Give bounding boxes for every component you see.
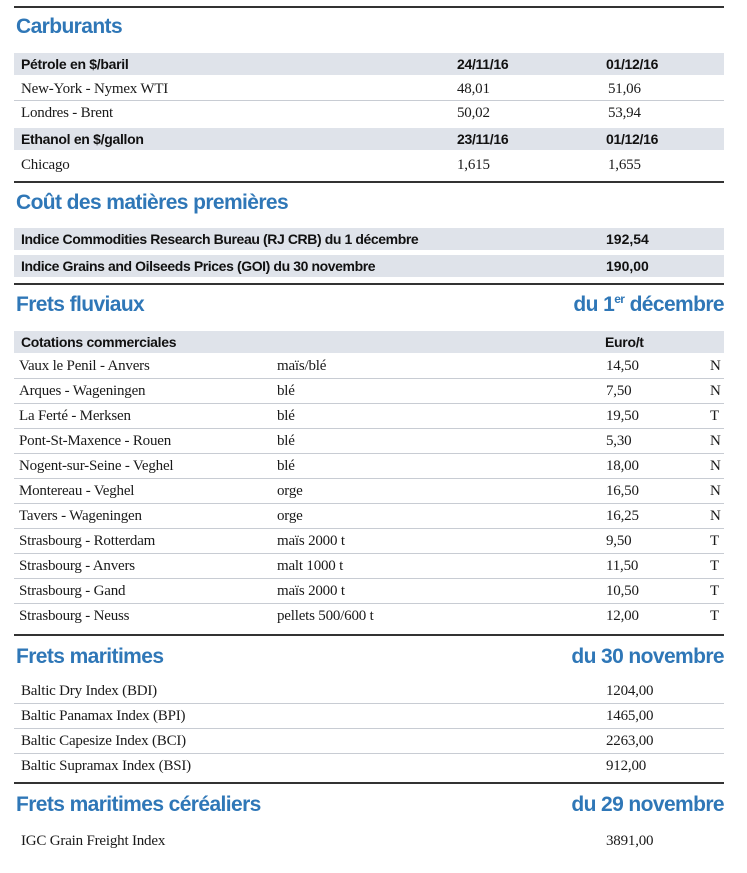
row-divider xyxy=(14,503,724,504)
ethanol-row-value-2: 1,655 xyxy=(608,157,641,173)
fluviaux-price: 11,50 xyxy=(606,558,639,574)
row-divider xyxy=(14,403,724,404)
row-divider xyxy=(14,578,724,579)
fluviaux-price: 18,00 xyxy=(606,458,639,474)
row-divider xyxy=(14,703,724,704)
fluviaux-code: T xyxy=(710,583,719,599)
maritimes-row-name: Baltic Dry Index (BDI) xyxy=(21,683,157,699)
row-divider xyxy=(14,378,724,379)
row-divider xyxy=(14,453,724,454)
fluviaux-product: orge xyxy=(277,483,303,499)
ethanol-row-name: Chicago xyxy=(21,157,70,173)
maritimes-date: du 30 novembre xyxy=(571,645,724,668)
petrole-date-1: 24/11/16 xyxy=(457,56,509,72)
fluviaux-date-sup: er xyxy=(614,292,625,306)
maritimes-row-name: Baltic Supramax Index (BSI) xyxy=(21,758,191,774)
fluviaux-price: 9,50 xyxy=(606,533,632,549)
fluviaux-product: malt 1000 t xyxy=(277,558,344,574)
fluviaux-product: pellets 500/600 t xyxy=(277,608,374,624)
petrole-row-value-1: 48,01 xyxy=(457,81,490,97)
maritimes-row-value: 1204,00 xyxy=(606,683,654,699)
fluviaux-route: Arques - Wageningen xyxy=(19,383,146,399)
petrole-row-name: New-York - Nymex WTI xyxy=(21,81,169,97)
ethanol-label: Ethanol en $/gallon xyxy=(21,131,144,147)
row-divider xyxy=(14,478,724,479)
fluviaux-code: N xyxy=(710,383,721,399)
row-divider xyxy=(14,553,724,554)
fluviaux-price: 16,50 xyxy=(606,483,639,499)
row-divider xyxy=(14,428,724,429)
fluviaux-product: blé xyxy=(277,458,295,474)
petrole-date-2: 01/12/16 xyxy=(606,56,659,72)
cerealiers-date: du 29 novembre xyxy=(571,793,724,816)
fluviaux-code: N xyxy=(710,358,721,374)
fluviaux-route: Montereau - Veghel xyxy=(19,483,135,499)
row-divider xyxy=(14,728,724,729)
maritimes-row-name: Baltic Panamax Index (BPI) xyxy=(21,708,186,724)
petrole-row-value-1: 50,02 xyxy=(457,105,490,121)
section-rule xyxy=(14,181,724,183)
fluviaux-date-prefix: du 1 xyxy=(573,293,615,316)
fluviaux-route: Strasbourg - Rotterdam xyxy=(19,533,156,549)
fluviaux-header-unit: Euro/t xyxy=(605,334,644,350)
fluviaux-route: Pont-St-Maxence - Rouen xyxy=(19,433,172,449)
fluviaux-code: N xyxy=(710,483,721,499)
cerealiers-row-name: IGC Grain Freight Index xyxy=(21,833,166,849)
petrole-row-value-2: 51,06 xyxy=(608,81,641,97)
fluviaux-price: 19,50 xyxy=(606,408,639,424)
fluviaux-route: Nogent-sur-Seine - Veghel xyxy=(19,458,174,474)
row-divider xyxy=(14,528,724,529)
fluviaux-product: maïs/blé xyxy=(277,358,327,374)
fluviaux-date-suffix: décembre xyxy=(624,293,724,316)
fluviaux-price: 16,25 xyxy=(606,508,639,524)
fluviaux-code: T xyxy=(710,408,719,424)
fluviaux-route: La Ferté - Merksen xyxy=(19,408,131,424)
row-divider xyxy=(14,603,724,604)
ethanol-row-value-1: 1,615 xyxy=(457,157,490,173)
fluviaux-price: 10,50 xyxy=(606,583,639,599)
maritimes-row-value: 2263,00 xyxy=(606,733,654,749)
ethanol-date-1: 23/11/16 xyxy=(457,131,509,147)
fluviaux-route: Strasbourg - Neuss xyxy=(19,608,130,624)
fluviaux-code: T xyxy=(710,533,719,549)
fluviaux-code: T xyxy=(710,608,719,624)
section-rule xyxy=(14,6,724,8)
fluviaux-product: blé xyxy=(277,408,295,424)
fluviaux-code: N xyxy=(710,458,721,474)
row-divider xyxy=(14,100,724,101)
fluviaux-price: 12,00 xyxy=(606,608,639,624)
maritimes-row-value: 912,00 xyxy=(606,758,647,774)
section-title-carburants: Carburants xyxy=(16,15,123,38)
fluviaux-product: blé xyxy=(277,433,295,449)
fluviaux-price: 14,50 xyxy=(606,358,639,374)
fluviaux-price: 7,50 xyxy=(606,383,632,399)
petrole-label: Pétrole en $/baril xyxy=(21,56,129,72)
section-rule xyxy=(14,782,724,784)
cout-row-name: Indice Commodities Research Bureau (RJ CRB) du 1 décembre xyxy=(21,231,419,247)
section-rule xyxy=(14,634,724,636)
fluviaux-date xyxy=(573,293,724,317)
ethanol-date-2: 01/12/16 xyxy=(606,131,659,147)
fluviaux-code: T xyxy=(710,558,719,574)
section-title-maritimes: Frets maritimes xyxy=(16,645,164,668)
section-rule xyxy=(14,283,724,285)
maritimes-row-name: Baltic Capesize Index (BCI) xyxy=(21,733,186,749)
fluviaux-header-label: Cotations commerciales xyxy=(21,334,177,350)
cout-row-value: 192,54 xyxy=(606,231,649,247)
fluviaux-product: orge xyxy=(277,508,303,524)
fluviaux-code: N xyxy=(710,508,721,524)
fluviaux-route: Vaux le Penil - Anvers xyxy=(19,358,150,374)
fluviaux-code: N xyxy=(710,433,721,449)
row-divider xyxy=(14,753,724,754)
fluviaux-price: 5,30 xyxy=(606,433,632,449)
section-title-cerealiers: Frets maritimes céréaliers xyxy=(16,793,261,816)
section-title-cout: Coût des matières premières xyxy=(16,191,289,214)
fluviaux-route: Tavers - Wageningen xyxy=(19,508,142,524)
section-title-fluviaux: Frets fluviaux xyxy=(16,293,145,316)
fluviaux-route: Strasbourg - Gand xyxy=(19,583,126,599)
petrole-row-name: Londres - Brent xyxy=(21,105,113,121)
fluviaux-route: Strasbourg - Anvers xyxy=(19,558,135,574)
fluviaux-product: maïs 2000 t xyxy=(277,583,345,599)
cout-row-name: Indice Grains and Oilseeds Prices (GOI) du 30 novembre xyxy=(21,258,376,274)
fluviaux-product: maïs 2000 t xyxy=(277,533,345,549)
cerealiers-row-value: 3891,00 xyxy=(606,833,654,849)
petrole-row-value-2: 53,94 xyxy=(608,105,641,121)
fluviaux-product: blé xyxy=(277,383,295,399)
cout-row-value: 190,00 xyxy=(606,258,649,274)
maritimes-row-value: 1465,00 xyxy=(606,708,654,724)
